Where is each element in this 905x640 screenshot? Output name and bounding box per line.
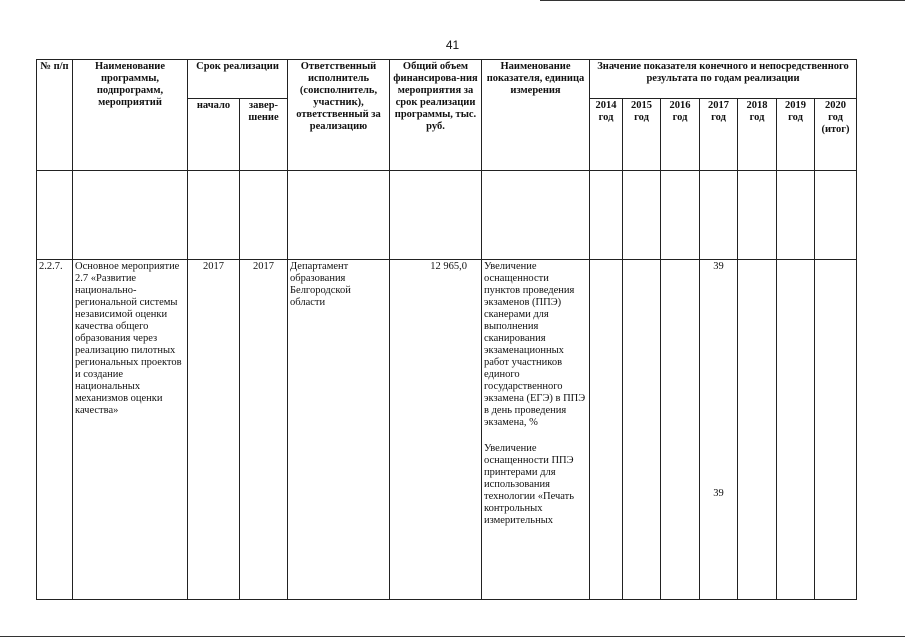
header-term: Срок реализации — [188, 60, 288, 99]
scan-edge-top — [540, 0, 905, 1]
header-funding: Общий объем финансирова-ния мероприятия за срок реализации программы, тыс. руб. — [390, 60, 482, 171]
header-year-2016: 2016 год — [661, 99, 700, 171]
value-2017-2: 39 — [713, 488, 724, 499]
header-end: завер-шение — [240, 99, 288, 171]
header-year-2017: 2017 год — [700, 99, 738, 171]
row-start: 2017 — [188, 260, 240, 600]
header-executor: Ответственный исполнитель (соисполнитель, участник), ответственный за реализацию — [288, 60, 390, 171]
page-number: 41 — [445, 38, 460, 52]
header-year-2014: 2014 год — [590, 99, 623, 171]
value-2017-1: 39 — [713, 261, 724, 272]
header-start: начало — [188, 99, 240, 171]
row-end: 2017 — [240, 260, 288, 600]
header-num: № п/п — [37, 60, 73, 171]
header-indicator: Наименование показателя, единица измерения — [482, 60, 590, 171]
header-year-2015: 2015 год — [623, 99, 661, 171]
row-num: 2.2.7. — [37, 260, 73, 600]
header-year-2018: 2018 год — [738, 99, 777, 171]
blank-row — [37, 171, 857, 260]
program-table — [36, 59, 857, 600]
row-executor: Департамент образования Белгородской области — [288, 260, 390, 600]
indicator-1: Увеличение оснащенности пунктов проведения экзаменов (ППЭ) сканерами для выполнения сканирования экзаменационных работ участников единого государственного экзамена (ЕГЭ) в ППЭ в день проведения экзамена, % — [484, 261, 586, 428]
row-name: Основное мероприятие 2.7 «Развитие национально-региональной системы независимой оценки качества общего образования через реализацию пилотных региональных проектов и создание национальных механизмов оценки качества» — [73, 260, 188, 600]
scan-edge-bottom — [0, 636, 905, 637]
table-row — [37, 260, 857, 600]
header-values-group: Значение показателя конечного и непосредственного результата по годам реализации — [590, 60, 857, 99]
indicator-2: Увеличение оснащенности ППЭ принтерами для использования технологии «Печать контрольных измерительных — [484, 443, 575, 526]
row-indicators — [482, 260, 590, 600]
header-row-1 — [37, 60, 857, 99]
row-funding: 12 965,0 — [390, 260, 482, 600]
header-year-2019: 2019 год — [777, 99, 815, 171]
header-year-2020: 2020 год (итог) — [815, 99, 857, 171]
row-values-2017 — [700, 260, 738, 600]
header-name: Наименование программы, подпрограмм, мероприятий — [73, 60, 188, 171]
